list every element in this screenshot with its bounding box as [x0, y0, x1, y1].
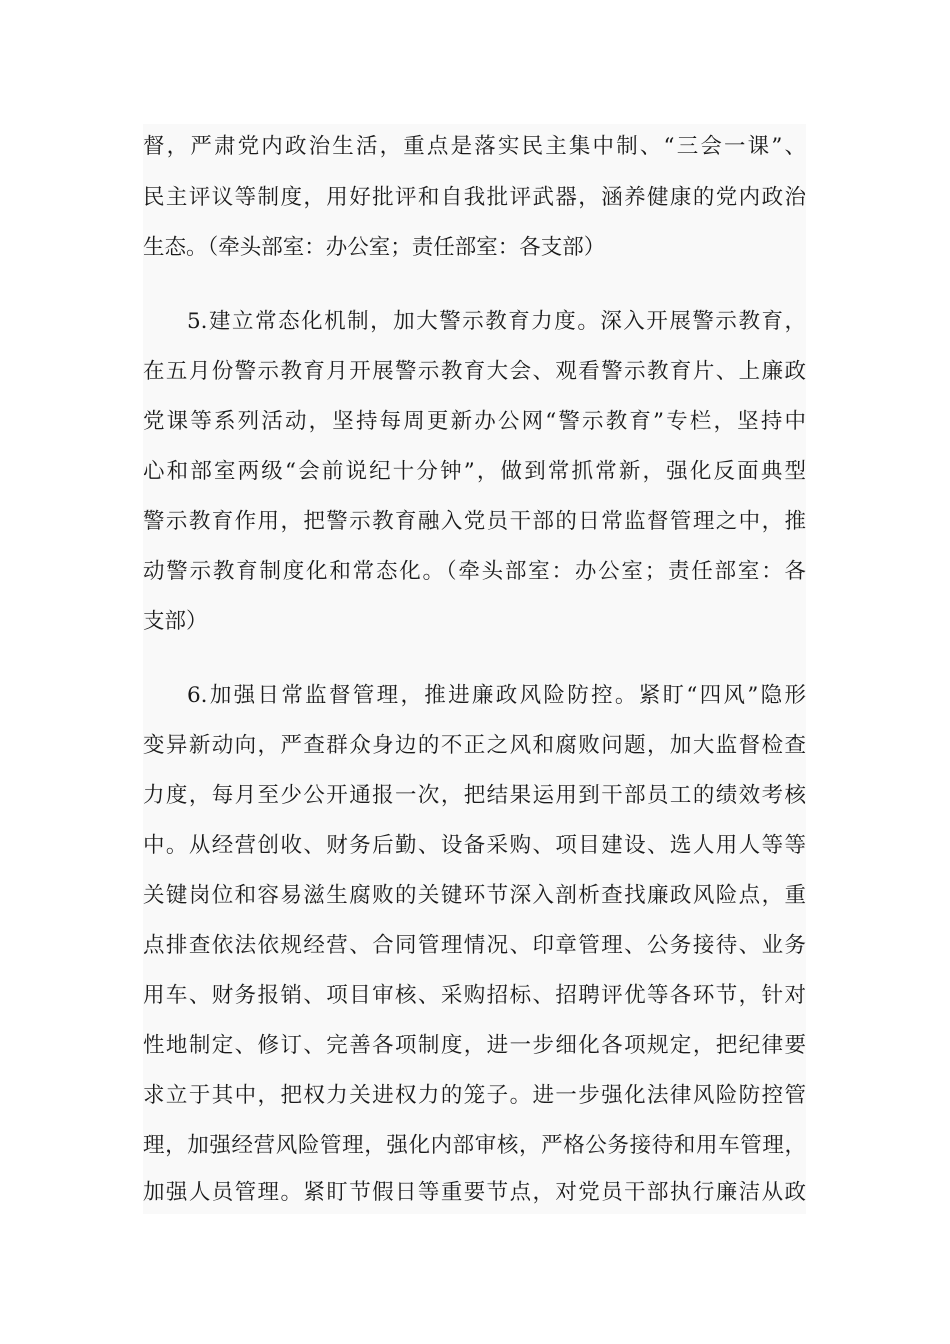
paragraph-line: 生态。（牵头部室：办公室；责任部室：各支部）: [143, 235, 606, 260]
paragraph-line: 力度，每月至少公开通报一次，把结果运用到干部员工的绩效考核: [143, 783, 806, 808]
paragraph-line: 变异新动向，严查群众身边的不正之风和腐败问题，加大监督检查: [143, 733, 806, 758]
paragraph-line: 点排查依法依规经营、合同管理情况、印章管理、公务接待、业务: [143, 933, 806, 958]
document-body: [143, 124, 806, 1214]
paragraph-line: 在五月份警示教育月开展警示教育大会、观看警示教育片、上廉政: [143, 359, 806, 384]
paragraph-line: 党课等系列活动，坚持每周更新办公网“警示教育”专栏，坚持中: [143, 409, 806, 434]
paragraph-line: 关键岗位和容易滋生腐败的关键环节深入剖析查找廉政风险点，重: [143, 883, 806, 908]
paragraph-line: 求立于其中，把权力关进权力的笼子。进一步强化法律风险防控管: [143, 1083, 806, 1108]
paragraph-line: 动警示教育制度化和常态化。（牵头部室：办公室；责任部室：各: [143, 559, 806, 584]
paragraph-line: 用车、财务报销、项目审核、采购招标、招聘评优等各环节，针对: [143, 983, 806, 1008]
paragraph-line: 中。从经营创收、财务后勤、设备采购、项目建设、选人用人等等: [143, 833, 806, 858]
paragraph-line: 理，加强经营风险管理，强化内部审核，严格公务接待和用车管理，: [143, 1133, 806, 1158]
paragraph-line: 督，严肃党内政治生活，重点是落实民主集中制、“三会一课”、: [143, 134, 806, 159]
paragraph-line: 加强人员管理。紧盯节假日等重要节点，对党员干部执行廉洁从政: [143, 1180, 806, 1205]
paragraph-line: 心和部室两级“会前说纪十分钟”，做到常抓常新，强化反面典型: [143, 459, 806, 484]
paragraph-line: 6.加强日常监督管理，推进廉政风险防控。紧盯“四风”隐形: [187, 683, 806, 708]
paragraph-line: 5.建立常态化机制，加大警示教育力度。深入开展警示教育，: [187, 309, 806, 334]
paragraph-line: 性地制定、修订、完善各项制度，进一步细化各项规定，把纪律要: [143, 1033, 806, 1058]
paragraph-line: 民主评议等制度，用好批评和自我批评武器，涵养健康的党内政治: [143, 185, 806, 210]
paragraph-line: 支部）: [143, 609, 208, 634]
paragraph-line: 警示教育作用，把警示教育融入党员干部的日常监督管理之中，推: [143, 509, 806, 534]
